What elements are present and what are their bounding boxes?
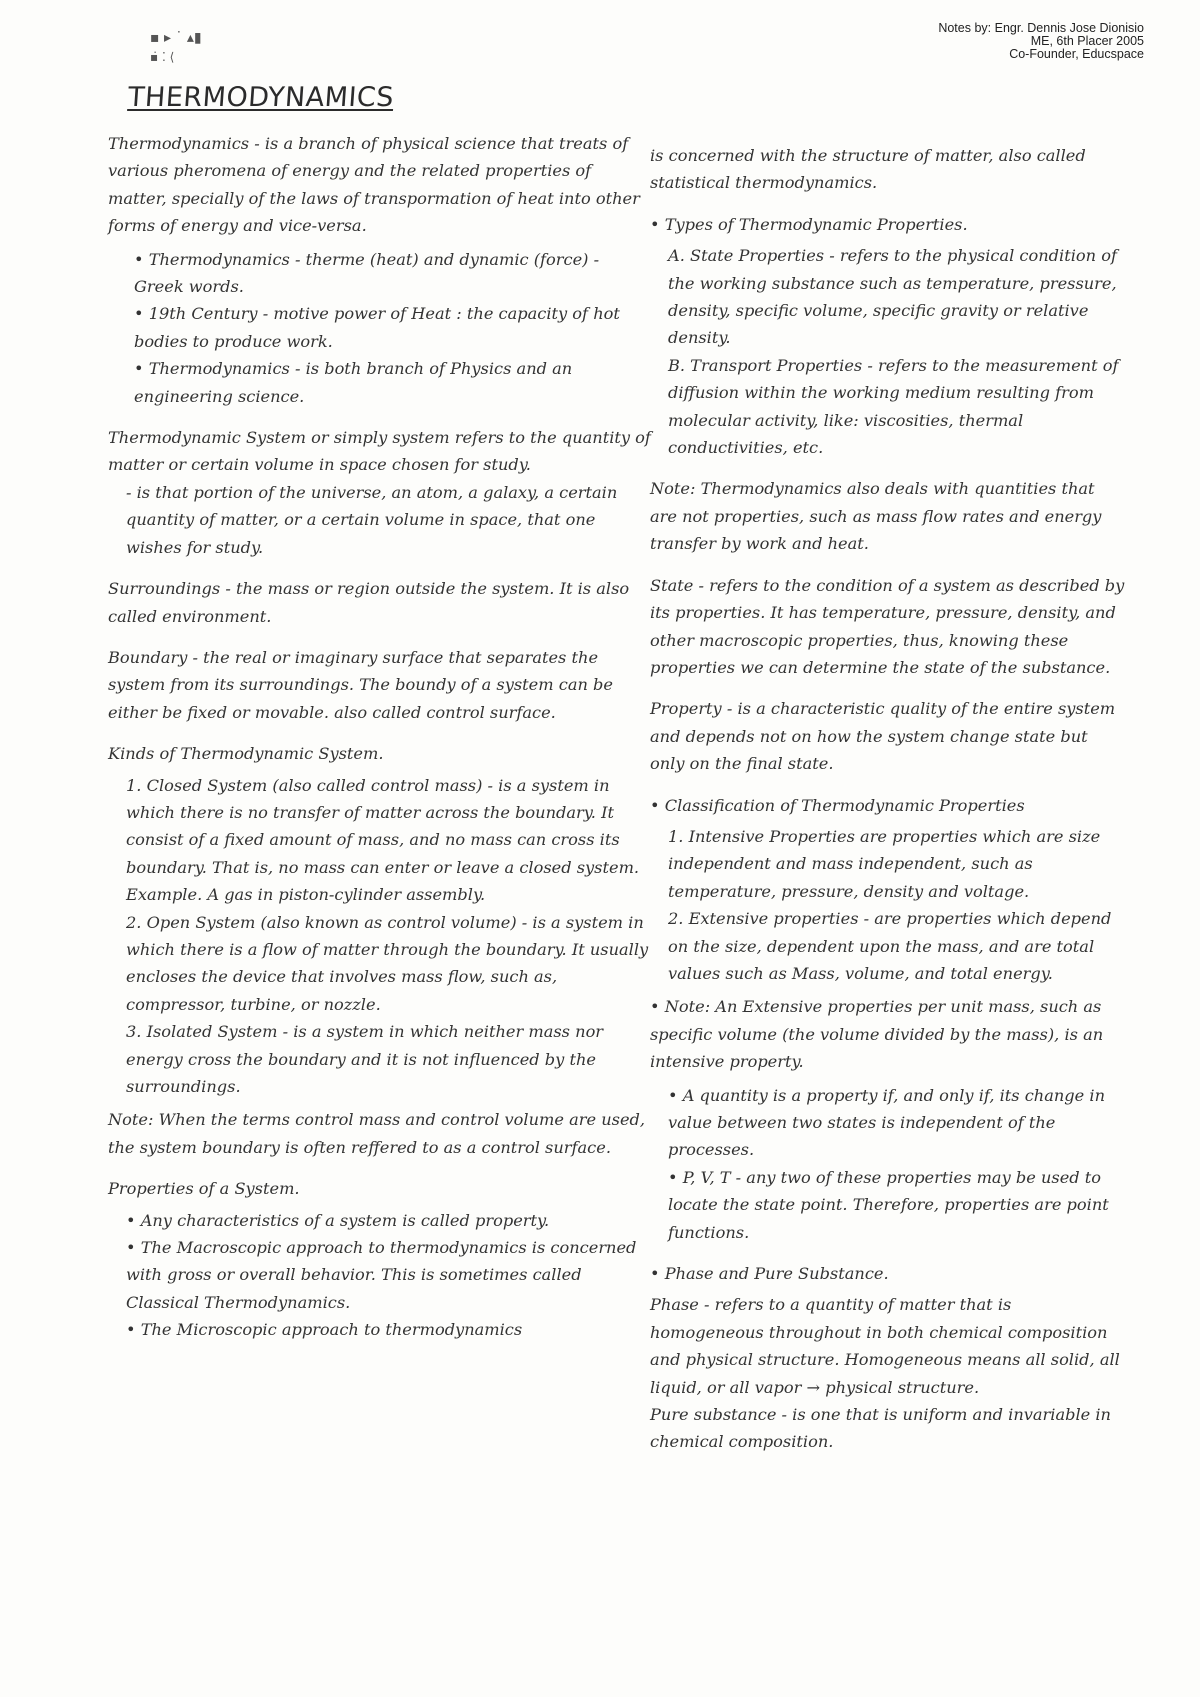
transport-properties: B. Transport Properties - refers to the measurement of diffusion within the working medium resulting from molecular activity, like: viscosities, thermal conductivities, etc. — [668, 355, 1119, 458]
definition-paragraph: Thermodynamics - is a branch of physical science that treats of various pheromena of energy and the related properties of matter, specially of the laws of transpormation of heat into other forms of energy and vice-versa. — [108, 134, 640, 236]
scan-marks: ▪ ▸ ˙ ▴▮ — [150, 30, 202, 46]
page-title: THERMODYNAMICS — [126, 82, 395, 113]
types-heading: • Types of Thermodynamic Properties. — [650, 214, 968, 234]
note-specific-volume: • Note: An Extensive properties per unit mass, such as specific volume (the volume divided by the mass), is an intensive property. — [650, 997, 1104, 1072]
pure-substance-definition: Pure substance - is one that is uniform and invariable in chemical composition. — [650, 1405, 1111, 1452]
boundary-definition: Boundary - the real or imaginary surface that separates the system from its surroundings. The boundy of a system can be either be fixed or movable. also called control surface. — [108, 647, 613, 722]
note-non-properties: Note: Thermodynamics also deals with quantities that are not properties, such as mass flow rates and energy transfer by work and heat. — [650, 479, 1102, 554]
classification-heading: • Classification of Thermodynamic Properties — [650, 795, 1025, 815]
system-definition: Thermodynamic System or simply system refers to the quantity of matter or certain volume in space chosen for study. — [108, 428, 651, 475]
phase-definition: Phase - refers to a quantity of matter that is homogeneous throughout in both chemical composition and physical structure. Homogeneous means all solid, all liquid, or all vapor → physical structure. — [650, 1295, 1120, 1397]
closed-system: 1. Closed System (also called control mass) - is a system in which there is no transfer of matter across the boundary. It consist of a fixed amount of mass, and no mass can cross its boundary. That is, no mass can enter or leave a closed system. Example. A gas in piston-cylinder assembly. — [126, 775, 640, 905]
bullet-etymology: • Thermodynamics - therme (heat) and dynamic (force) - Greek words. — [134, 249, 600, 297]
microscopic-bullet: • The Microscopic approach to thermodynamics — [126, 1320, 523, 1340]
scan-marks-2: ▪̇ ⁚ ⟨ — [150, 50, 175, 64]
open-system: 2. Open System (also known as control volume) - is a system in which there is a flow of matter through the boundary. It usually encloses the device that involves mass flow, such as, compressor, turbine, or nozzle. — [126, 912, 649, 1014]
note-control-surface: Note: When the terms control mass and control volume are used, the system boundary is often reffered to as a control surface. — [108, 1110, 646, 1157]
state-definition: State - refers to the condition of a system as described by its properties. It has temperature, pressure, density, and other macroscopic properties, thus, knowing these properties we can determine the state of the substance. — [650, 575, 1125, 677]
bullet-branch: • Thermodynamics - is both branch of Physics and an engineering science. — [134, 359, 573, 406]
author-credential: ME, 6th Placer 2005 — [1030, 34, 1144, 48]
microscopic-cont: is concerned with the structure of matter, also called statistical thermodynamics. — [650, 146, 1086, 193]
author-affiliation: Co-Founder, Educspace — [1009, 47, 1144, 61]
phase-heading: • Phase and Pure Substance. — [650, 1264, 889, 1284]
left-column — [108, 130, 653, 1344]
state-properties: A. State Properties - refers to the physical condition of the working substance such as temperature, pressure, density, specific volume, specific gravity or relative density. — [668, 246, 1117, 348]
property-bullet: • Any characteristics of a system is called property. — [126, 1210, 550, 1230]
intensive-properties: 1. Intensive Properties are properties which are size independent and mass independent, such as temperature, pressure, density and voltage. — [668, 826, 1101, 901]
right-column — [650, 142, 1125, 1456]
properties-heading: Properties of a System. — [108, 1179, 300, 1199]
system-definition-cont: - is that portion of the universe, an atom, a galaxy, a certain quantity of matter, or a certain volume in space, that one wishes for study. — [126, 482, 618, 557]
extensive-properties: 2. Extensive properties - are properties which depend on the size, dependent upon the mass, and are total values such as Mass, volume, and total energy. — [668, 909, 1112, 983]
macroscopic-bullet: • The Macroscopic approach to thermodynamics is concerned with gross or overall behavior. This is sometimes called Classical Thermodynamics. — [126, 1238, 637, 1312]
isolated-system: 3. Isolated System - is a system in which neither mass nor energy cross the boundary and it is not influenced by the surroundings. — [126, 1022, 604, 1096]
point-functions: • P, V, T - any two of these properties may be used to locate the state point. Therefore, properties are point functions. — [668, 1167, 1109, 1242]
author-line: Notes by: Engr. Dennis Jose Dionisio — [938, 21, 1144, 35]
property-test: • A quantity is a property if, and only if, its change in value between two states is independent of the processes. — [668, 1085, 1105, 1160]
bullet-history: • 19th Century - motive power of Heat : the capacity of hot bodies to produce work. — [134, 304, 620, 351]
kinds-heading: Kinds of Thermodynamic System. — [108, 744, 384, 764]
property-definition: Property - is a characteristic quality of the entire system and depends not on how the system change state but only on the final state. — [650, 699, 1116, 774]
author-note — [844, 22, 1144, 61]
surroundings-definition: Surroundings - the mass or region outside the system. It is also called environment. — [108, 579, 630, 626]
